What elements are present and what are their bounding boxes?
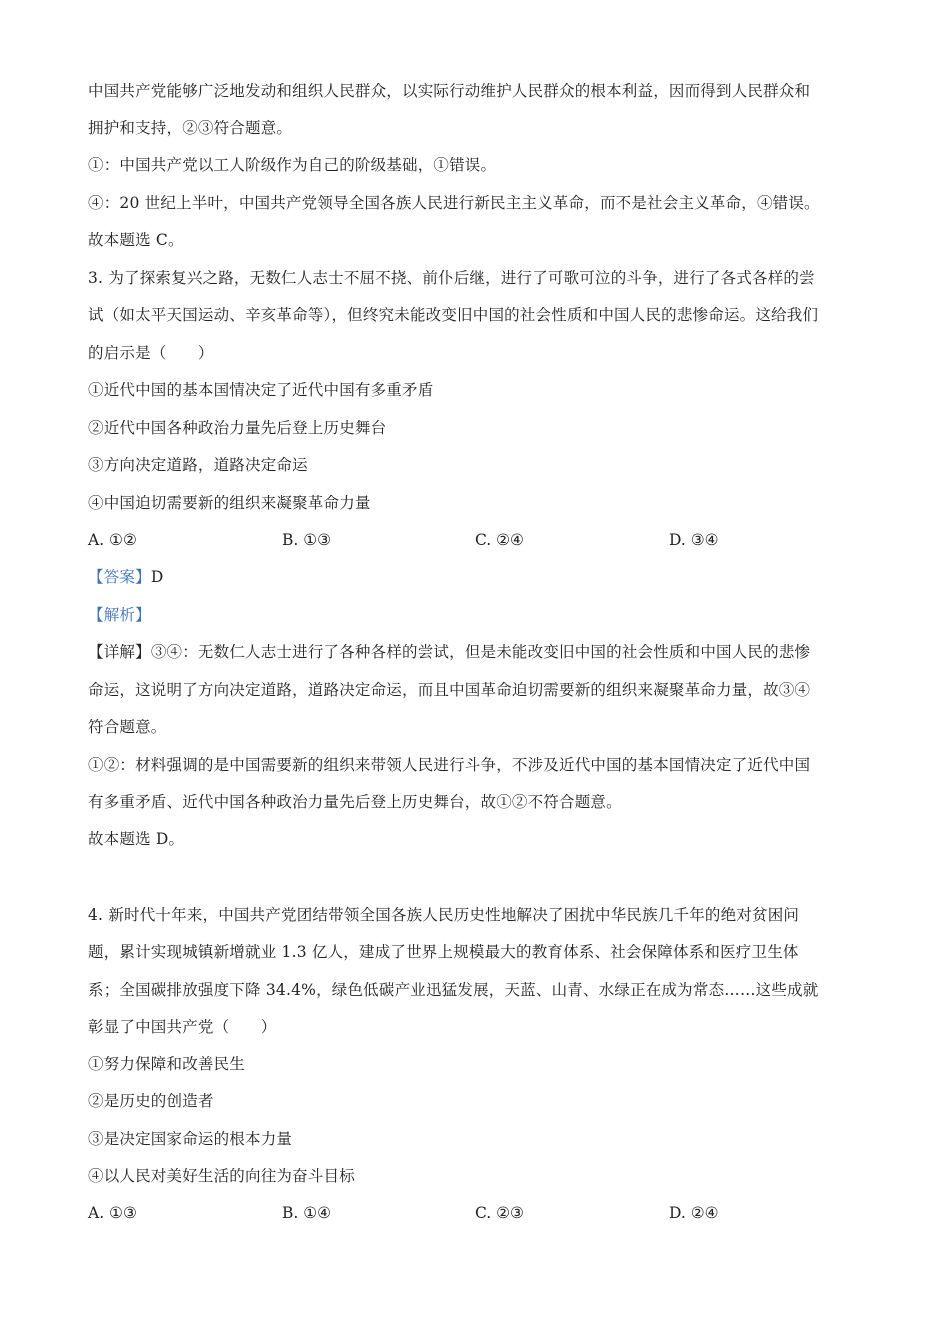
q3-item: ③方向决定道路，道路决定命运 [88, 456, 308, 474]
q4-stem: 4. 新时代十年来，中国共产党团结带领全国各族人民历史性地解决了困扰中华民族几千年的绝对贫困问 [88, 906, 800, 924]
answer-value: D [150, 568, 164, 586]
q3-option-d: D. ③④ [669, 531, 719, 549]
detail-label: 【详解】 [88, 643, 151, 661]
q4-stem: 题，累计实现城镇新增就业 1.3 亿人，建成了世界上规模最大的教育体系、社会保障体系和医疗卫生体 [88, 943, 799, 961]
prev-conclusion: 故本题选 C。 [88, 231, 184, 249]
prev-explanation-line: ①：中国共产党以工人阶级作为自己的阶级基础，①错误。 [88, 156, 497, 174]
q3-item: ①近代中国的基本国情决定了近代中国有多重矛盾 [88, 381, 434, 399]
prev-explanation-line: 中国共产党能够广泛地发动和组织人民群众，以实际行动维护人民群众的根本利益，因而得到人民群众和 [88, 82, 811, 100]
q4-item: ①努力保障和改善民生 [88, 1055, 246, 1073]
q4-option-d: D. ②④ [669, 1204, 719, 1222]
q3-stem: 3. 为了探索复兴之路，无数仁人志士不屈不挠、前仆后继，进行了可歌可泣的斗争，进行了各式各样的尝 [88, 269, 815, 287]
analysis-label: 【解析】 [88, 606, 151, 624]
q3-option-b: B. ①③ [282, 531, 332, 549]
q3-detail [88, 642, 810, 662]
q3-detail-line: 有多重矛盾、近代中国各种政治力量先后登上历史舞台，故①②不符合题意。 [88, 793, 622, 811]
q3-option-a: A. ①② [88, 531, 137, 549]
q3-item: ②近代中国各种政治力量先后登上历史舞台 [88, 419, 387, 437]
prev-explanation-line: ④：20 世纪上半叶，中国共产党领导全国各族人民进行新民主主义革命，而不是社会主义革命，④错误。 [88, 194, 820, 212]
q3-stem: 的启示是（ ） [88, 344, 214, 362]
q3-detail-line: 符合题意。 [88, 718, 167, 736]
q4-option-b: B. ①④ [282, 1204, 332, 1222]
q3-answer [88, 567, 163, 587]
q4-stem: 系；全国碳排放强度下降 34.4%，绿色低碳产业迅猛发展，天蓝、山青、水绿正在成为常态……这些成就 [88, 981, 819, 999]
q4-item: ②是历史的创造者 [88, 1092, 214, 1110]
q4-stem: 彰显了中国共产党（ ） [88, 1018, 277, 1036]
q4-option-a: A. ①③ [88, 1204, 137, 1222]
q4-option-c: C. ②③ [475, 1204, 524, 1222]
q4-item: ③是决定国家命运的根本力量 [88, 1130, 293, 1148]
q3-detail-line: 命运，这说明了方向决定道路，道路决定命运，而且中国革命迫切需要新的组织来凝聚革命力量，故③④ [88, 681, 811, 699]
q3-item: ④中国迫切需要新的组织来凝聚革命力量 [88, 494, 371, 512]
answer-label: 【答案】 [88, 568, 151, 586]
detail-text: ③④：无数仁人志士进行了各种各样的尝试，但是未能改变旧中国的社会性质和中国人民的悲惨 [150, 643, 811, 661]
prev-explanation-line: 拥护和支持，②③符合题意。 [88, 119, 293, 137]
q3-option-c: C. ②④ [475, 531, 524, 549]
q4-item: ④以人民对美好生活的向往为奋斗目标 [88, 1167, 355, 1185]
q3-stem: 试（如太平天国运动、辛亥革命等），但终究未能改变旧中国的社会性质和中国人民的悲惨命运。这给我们 [88, 306, 819, 324]
q3-conclusion: 故本题选 D。 [88, 830, 185, 848]
q3-detail-line: ①②：材料强调的是中国需要新的组织来带领人民进行斗争，不涉及近代中国的基本国情决定了近代中国 [88, 756, 811, 774]
